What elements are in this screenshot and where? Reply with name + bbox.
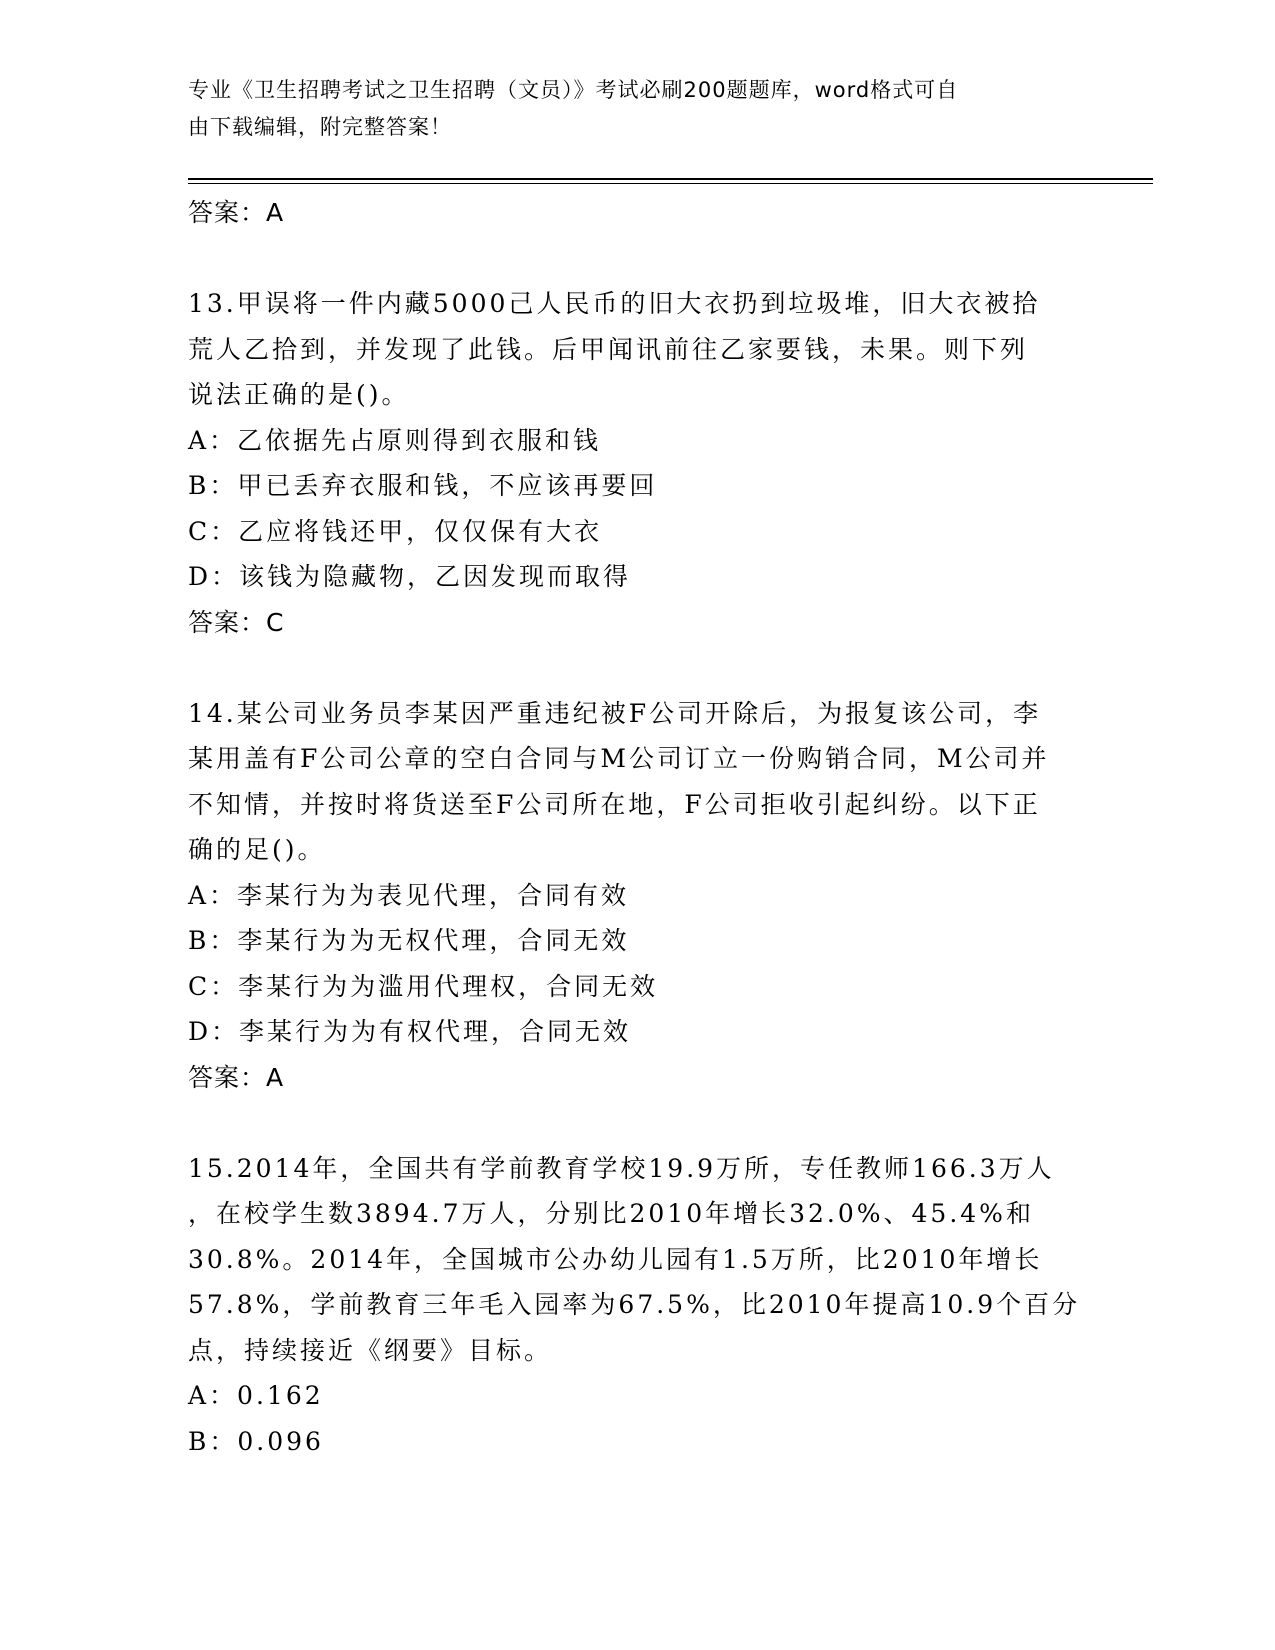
spacer	[188, 645, 1088, 691]
question-15	[188, 1146, 1088, 1465]
answer-label: 答案：A	[188, 198, 285, 227]
question-list	[188, 190, 1088, 1464]
question-stem-line: 点，持续接近《纲要》目标。	[188, 1335, 553, 1365]
option-c: C：李某行为为滥用代理权，合同无效	[188, 971, 659, 1001]
option-d: D：李某行为为有权代理，合同无效	[188, 1017, 632, 1046]
header-rule-thick	[188, 178, 1153, 180]
option-a: A：乙依据先占原则得到衣服和钱	[188, 425, 602, 455]
question-stem-line: 30.8%。2014年，全国城市公办幼儿园有1.5万所，比2010年增长	[188, 1244, 1043, 1274]
question-stem-line: 某用盖有F公司公章的空白合同与M公司订立一份购销合同，M公司并	[188, 744, 1050, 773]
header-rule-thin	[188, 183, 1153, 184]
answer-label: 答案：A	[188, 1062, 285, 1092]
question-stem-line: 不知情，并按时将货送至F公司所在地，F公司拒收引起纠纷。以下正	[188, 789, 1041, 819]
header-line-2: 由下载编辑，附完整答案！	[188, 115, 452, 139]
question-stem-line: ，在校学生数3894.7万人，分别比2010年增长32.0%、45.4%和	[188, 1199, 1034, 1228]
option-a: A：李某行为为表见代理，合同有效	[188, 880, 630, 910]
spacer	[188, 236, 1088, 282]
option-b: B：甲已丢弃衣服和钱，不应该再要回	[188, 471, 658, 500]
option-b: B：李某行为为无权代理，合同无效	[188, 926, 630, 955]
question-stem-line: 13.甲误将一件内藏5000己人民币的旧大衣扔到垃圾堆，旧大衣被拾	[188, 289, 1041, 318]
option-d: D：该钱为隐藏物，乙因发现而取得	[188, 562, 632, 591]
question-14	[188, 691, 1088, 1101]
question-stem-line: 14.某公司业务员李某因严重违纪被F公司开除后，为报复该公司，李	[188, 698, 1042, 728]
question-stem-line: 57.8%，学前教育三年毛入园率为67.5%，比2010年提高10.9个百分	[188, 1290, 1081, 1319]
question-stem-line: 说法正确的是()。	[188, 380, 410, 409]
question-13	[188, 281, 1088, 645]
question-stem-line: 15.2014年，全国共有学前教育学校19.9万所，专任教师166.3万人	[188, 1153, 1055, 1183]
question-stem-line: 确的足()。	[188, 835, 326, 864]
question-stem-line: 荒人乙拾到，并发现了此钱。后甲闻讯前往乙家要钱，未果。则下列	[188, 334, 1029, 364]
option-b: B：0.096	[188, 1426, 324, 1456]
document-header	[188, 72, 1068, 146]
answer-label: 答案：C	[188, 607, 285, 637]
header-line-1: 专业《卫生招聘考试之卫生招聘（文员）》考试必刷200题题库，word格式可自	[188, 78, 959, 102]
option-a: A：0.162	[188, 1381, 324, 1410]
spacer	[188, 1100, 1088, 1146]
option-c: C：乙应将钱还甲，仅仅保有大衣	[188, 516, 603, 546]
